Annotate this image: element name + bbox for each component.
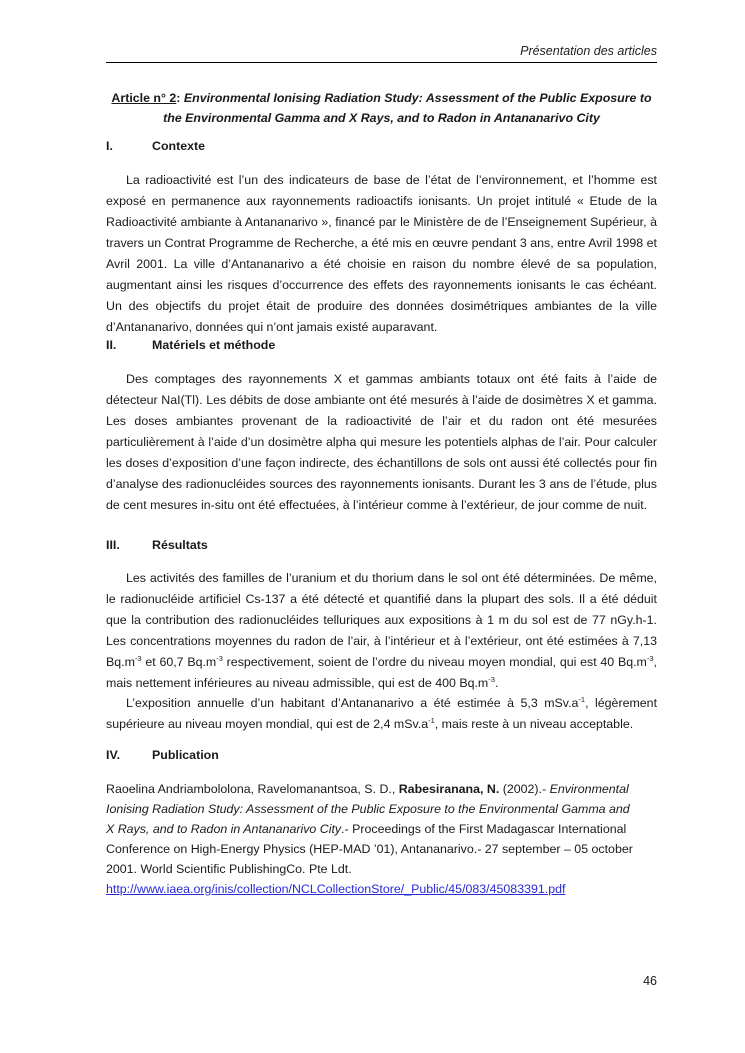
section-heading-publication bbox=[106, 748, 219, 762]
superscript: -3 bbox=[488, 675, 495, 684]
ref-highlight-author: Rabesiranana, N. bbox=[398, 782, 500, 796]
section-heading-materiels bbox=[106, 338, 275, 352]
running-header: Présentation des articles bbox=[520, 44, 657, 58]
text-run: L’exposition annuelle d’un habitant d’Antananarivo a été estimée à 5,3 mSv.a bbox=[126, 696, 579, 710]
ref-title: Environmental Ionising Radiation Study: Assessment of the Public Exposure to the Environmental Gamma and X Rays, and to Radon in Antananarivo City bbox=[106, 782, 630, 836]
section-heading-resultats bbox=[106, 538, 208, 552]
text-run: , mais nettement inférieures au niveau admissible, qui est de 400 Bq.m bbox=[106, 655, 657, 690]
text-run: et 60,7 Bq.m bbox=[141, 655, 217, 669]
ref-year: (2002).- bbox=[499, 782, 550, 796]
ref-link[interactable]: http://www.iaea.org/inis/collection/NCLCollectionStore/_Public/45/083/45083391.pdf bbox=[106, 882, 566, 896]
paragraph-materiels: Des comptages des rayonnements X et gammas ambiants totaux ont été faits à l’aide de détecteur NaI(Tl). Les débits de dose ambiante ont été mesurés à l’aide de dosimètres X et gamma. Les doses ambiantes provenant de la radioactivité de l’air et du radon ont été mesurées particulièrement à l’aide d’un dosimètre alpha qui mesure les potentiels alphas de l’air. Pour calculer les doses d’exposition d’une façon indirecte, des échantillons de sols ont aussi été collectés pour fin d’analyse des radionucléides sources des rayonnements ionisants. Durant les 3 ans de l’étude, plus de cent mesures in-situ ont été effectuées, à l’intérieur comme à l’extérieur, de jour comme de nuit. bbox=[106, 372, 657, 512]
superscript: -3 bbox=[216, 654, 223, 663]
section-title: Résultats bbox=[152, 538, 208, 552]
article-separator: : bbox=[176, 91, 184, 105]
section-title: Publication bbox=[152, 748, 219, 762]
article-label: Article n° 2 bbox=[111, 91, 177, 105]
ref-authors: Raoelina Andriambololona, Ravelomanantsoa, S. D., bbox=[106, 782, 399, 796]
text-run: , mais reste à un niveau acceptable. bbox=[434, 717, 634, 731]
superscript: -3 bbox=[646, 654, 654, 663]
article-title-text: Environmental Ionising Radiation Study: Assessment of the Public Exposure to the Environmental Gamma and X Rays, and to Radon in Antananarivo City bbox=[163, 91, 652, 125]
text-run: Les activités des familles de l’uranium et du thorium dans le sol ont été déterminées. De même, le radionucléide artificiel Cs-137 a été détecté et quantifié dans la plupart des sols. Il a été déduit que la contribution des radionucléides telluriques aux expositions à 1 m du sol est de 77 nGy.h-1. Les concentrations moyennes du radon de l’air, à l’intérieur et à l’extérieur, ont été estimées à 7,13 Bq.m bbox=[106, 571, 657, 669]
paragraph-resultats-2 bbox=[106, 693, 657, 735]
text-run: . bbox=[494, 676, 499, 690]
article-title bbox=[106, 88, 657, 128]
section-number: IV. bbox=[106, 748, 121, 762]
section-number: III. bbox=[106, 538, 120, 552]
ref-details: .- Proceedings of the First Madagascar International Conference on High-Energy Physics (HEP-MAD ’01), Antananarivo.- 27 september – 05 october 2001. World Scientific PublishingCo. Pte Ldt. bbox=[106, 822, 633, 876]
publication-reference bbox=[106, 779, 636, 899]
section-heading-contexte bbox=[106, 139, 205, 153]
text-run: , légèrement supérieure au niveau moyen mondial, qui est de 2,4 mSv.a bbox=[106, 696, 658, 731]
section-title: Matériels et méthode bbox=[152, 338, 276, 352]
superscript: -1 bbox=[578, 695, 586, 704]
text-run: respectivement, soient de l’ordre du niveau moyen mondial, qui est 40 Bq.m bbox=[222, 655, 647, 669]
paragraph-contexte: La radioactivité est l’un des indicateurs de base de l’état de l’environnement, et l’homme est exposé en permanence aux rayonnements radioactifs ionisants. Un projet intitulé « Etude de la Radioactivité ambiante à Antananarivo », financé par le Ministère de de l’Enseignement Supérieur, à travers un Contrat Programme de Recherche, a été mis en œuvre pendant 3 ans, entre Avril 1998 et Avril 2001. La ville d’Antananarivo a été choisie en raison du nombre élevé de sa population, augmentant ainsi les risques d’occurrence des effets des rayonnements ionisants le cas échéant. Un des objectifs du projet était de produire des données dosimétriques ambiantes de la ville d’Antananarivo, données qui n’ont jamais existé auparavant. bbox=[106, 173, 657, 334]
section-number: I. bbox=[106, 139, 113, 153]
section-title: Contexte bbox=[152, 139, 206, 153]
page-number: 46 bbox=[643, 974, 657, 988]
superscript: -3 bbox=[134, 654, 142, 663]
superscript: -1 bbox=[428, 716, 435, 725]
header-rule bbox=[106, 62, 657, 63]
paragraph-resultats-1 bbox=[106, 568, 657, 694]
section-number: II. bbox=[106, 338, 117, 352]
